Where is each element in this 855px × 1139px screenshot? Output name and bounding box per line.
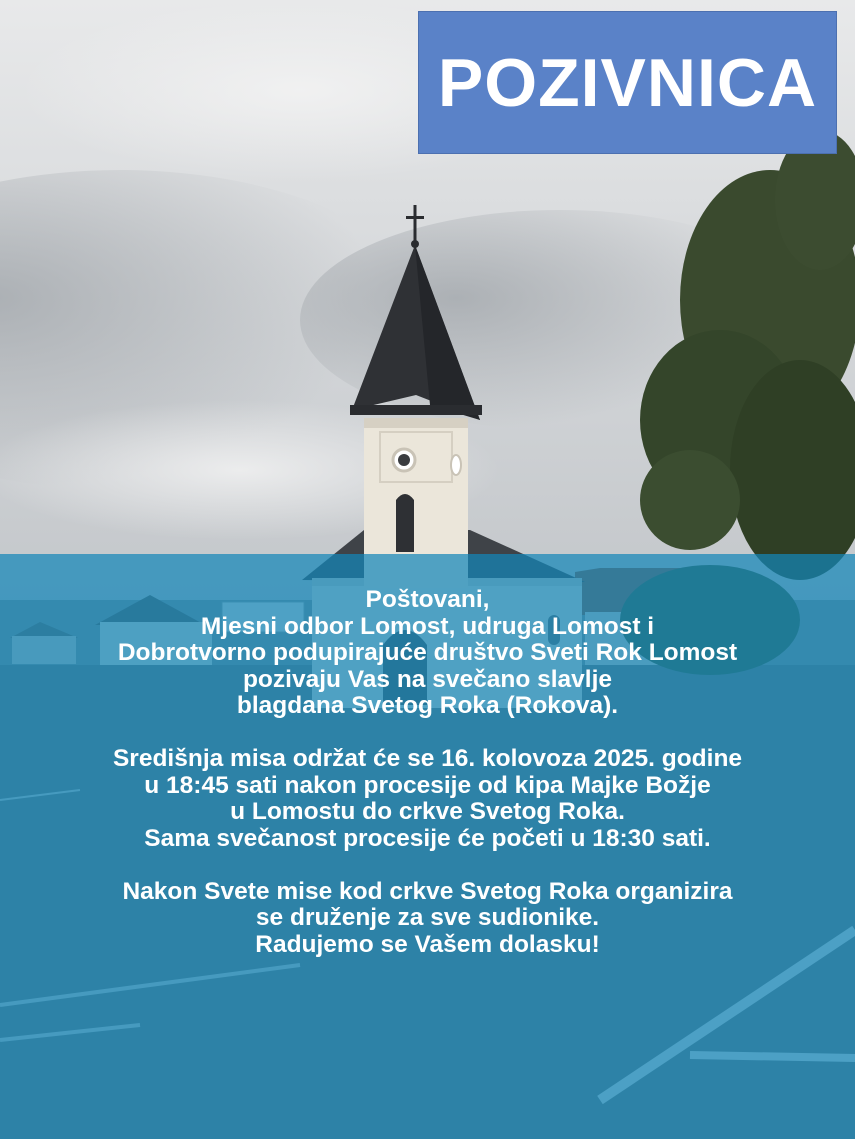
text-line: se druženje za sve sudionike. bbox=[255, 904, 600, 931]
text-line: Nakon Svete mise kod crkve Svetog Roka organizira bbox=[122, 877, 733, 905]
text-line: Sama svečanost procesije će početi u 18:30 sati. bbox=[144, 824, 711, 852]
text-line: blagdana Svetog Roka (Rokova). bbox=[236, 692, 619, 719]
text-line: Središnja misa održat će se 16. kolovoza 2025. godine bbox=[112, 745, 743, 772]
poster-title: POZIVNICA bbox=[437, 44, 818, 121]
text-line: Dobrotvorno podupirajuće društvo Sveti Rok Lomost bbox=[117, 639, 738, 666]
greeting: Poštovani, bbox=[365, 586, 490, 613]
paragraph-gap bbox=[0, 852, 855, 879]
paragraph-gap bbox=[0, 720, 855, 747]
text-line: u Lomostu do crkve Svetog Roka. bbox=[230, 798, 625, 825]
text-line: u 18:45 sati nakon procesije od kipa Majke Božje bbox=[144, 771, 711, 799]
text-line: pozivaju Vas na svečano slavlje bbox=[242, 665, 613, 693]
invitation-message bbox=[0, 587, 855, 958]
text-line: Radujemo se Vašem dolasku! bbox=[255, 930, 600, 958]
text-line: Mjesni odbor Lomost, udruga Lomost i bbox=[200, 612, 655, 640]
paragraph-intro bbox=[0, 587, 855, 720]
paragraph-closing bbox=[0, 879, 855, 959]
paragraph-schedule bbox=[0, 746, 855, 852]
title-banner bbox=[418, 11, 837, 154]
